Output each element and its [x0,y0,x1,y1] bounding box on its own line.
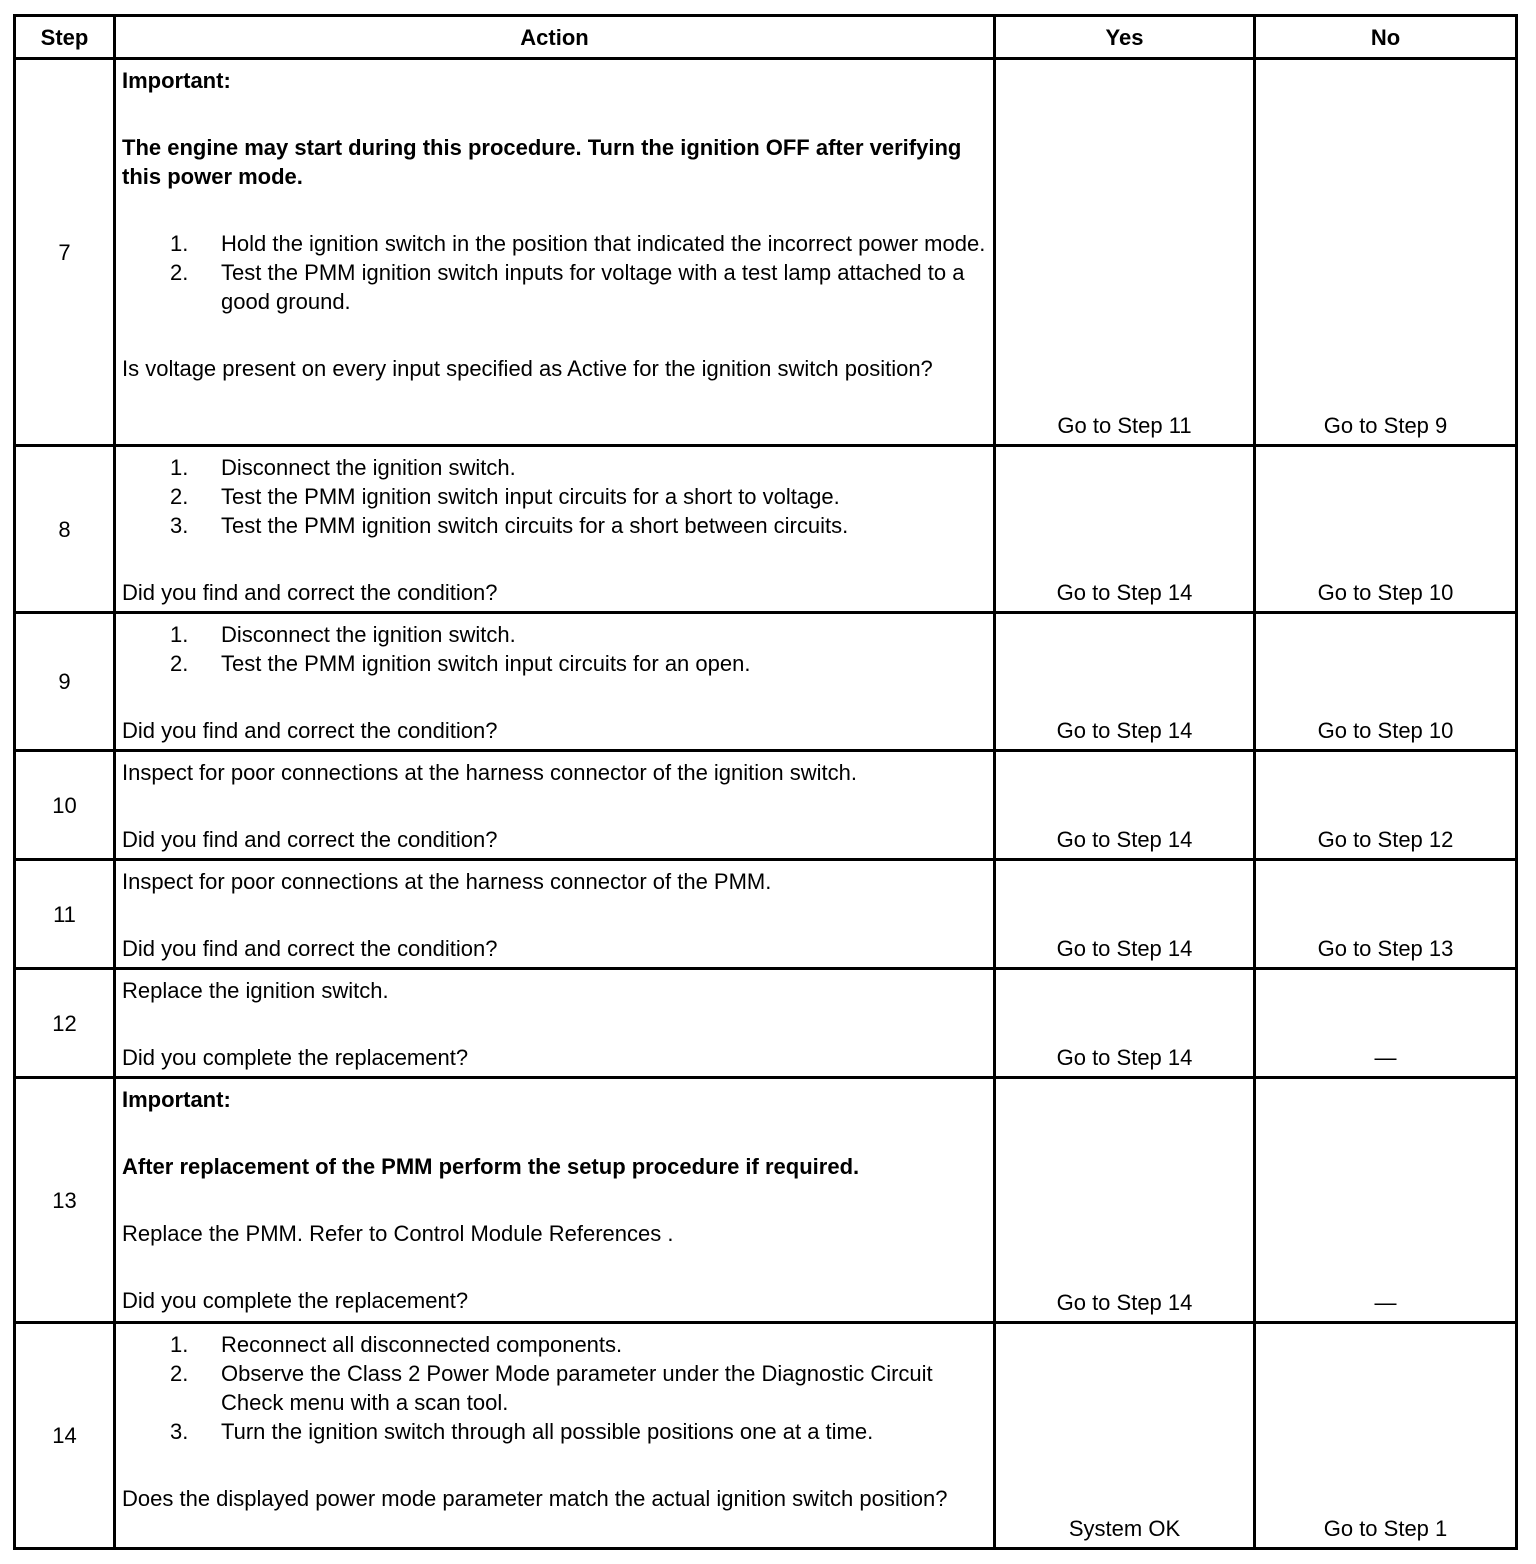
table-row [15,1078,1517,1323]
list-item [122,258,987,316]
action-text: Did you find and correct the condition? [122,718,498,743]
action-cell [115,1323,995,1549]
step-number: 12 [15,969,115,1078]
list-text: Observe the Class 2 Power Mode parameter under the Diagnostic Circuit Check menu with a scan tool. [221,1361,933,1415]
list-number: 1. [170,455,189,480]
list-number: 3. [170,1419,189,1444]
list-text: Test the PMM ignition switch inputs for voltage with a test lamp attached to a good ground. [221,260,965,314]
action-text: Inspect for poor connections at the harness connector of the PMM. [122,869,772,894]
header-row [15,16,1517,59]
list-item [122,1330,987,1359]
step-number: 8 [15,446,115,613]
list-number: 2. [170,260,189,285]
action-text: Did you complete the replacement? [122,1288,469,1313]
action-text: Is voltage present on every input specified as Active for the ignition switch position? [122,356,933,381]
table-row [15,59,1517,446]
no-result: — [1255,969,1517,1078]
diagnostic-table [13,14,1518,1550]
list-number: 2. [170,1361,189,1386]
list-item [122,1417,987,1446]
list-item [122,482,987,511]
important-note: After replacement of the PMM perform the setup procedure if required. [122,1154,860,1179]
list-item [122,1359,987,1417]
list-text: Turn the ignition switch through all possible positions one at a time. [221,1419,874,1444]
list-text: Test the PMM ignition switch input circuits for an open. [221,651,751,676]
no-result: Go to Step 10 [1255,446,1517,613]
no-result: Go to Step 1 [1255,1323,1517,1549]
action-text: Inspect for poor connections at the harness connector of the ignition switch. [122,760,857,785]
list-item [122,453,987,482]
action-cell [115,59,995,446]
yes-result: Go to Step 14 [995,446,1255,613]
list-number: 1. [170,231,189,256]
list-item [122,649,987,678]
list-text: Hold the ignition switch in the position that indicated the incorrect power mode. [221,231,986,256]
action-list [122,229,987,316]
no-result: Go to Step 10 [1255,613,1517,751]
action-list [122,453,987,540]
action-cell [115,860,995,969]
yes-result: Go to Step 14 [995,1078,1255,1323]
important-note: Important: [122,68,231,93]
action-text: Does the displayed power mode parameter match the actual ignition switch position? [122,1486,948,1511]
list-number: 3. [170,513,189,538]
yes-result: Go to Step 14 [995,613,1255,751]
action-list [122,620,987,678]
step-number: 11 [15,860,115,969]
list-text: Test the PMM ignition switch input circuits for a short to voltage. [221,484,840,509]
yes-result: System OK [995,1323,1255,1549]
list-item [122,229,987,258]
no-result: Go to Step 13 [1255,860,1517,969]
step-number: 7 [15,59,115,446]
table-row [15,613,1517,751]
header-yes: Yes [995,16,1255,59]
header-no: No [1255,16,1517,59]
action-text: Did you find and correct the condition? [122,580,498,605]
list-text: Disconnect the ignition switch. [221,455,516,480]
list-number: 2. [170,651,189,676]
action-cell [115,446,995,613]
action-text: Did you find and correct the condition? [122,936,498,961]
yes-result: Go to Step 11 [995,59,1255,446]
list-number: 1. [170,1332,189,1357]
no-result: — [1255,1078,1517,1323]
action-text: Replace the PMM. Refer to Control Module References . [122,1221,674,1246]
action-cell [115,751,995,860]
list-text: Disconnect the ignition switch. [221,622,516,647]
list-text: Reconnect all disconnected components. [221,1332,623,1357]
header-step: Step [15,16,115,59]
table-row [15,1323,1517,1549]
important-note: Important: [122,1087,231,1112]
step-number: 9 [15,613,115,751]
list-number: 2. [170,484,189,509]
action-cell [115,1078,995,1323]
table-row [15,751,1517,860]
list-text: Test the PMM ignition switch circuits for a short between circuits. [221,513,849,538]
list-item [122,620,987,649]
list-item [122,511,987,540]
step-number: 14 [15,1323,115,1549]
action-text: Did you find and correct the condition? [122,827,498,852]
header-action: Action [115,16,995,59]
yes-result: Go to Step 14 [995,751,1255,860]
table-row [15,446,1517,613]
table-row [15,860,1517,969]
action-text: Did you complete the replacement? [122,1045,469,1070]
yes-result: Go to Step 14 [995,969,1255,1078]
step-number: 13 [15,1078,115,1323]
important-note: The engine may start during this procedure. Turn the ignition OFF after verifying this power mode. [122,135,962,189]
step-number: 10 [15,751,115,860]
table-row [15,969,1517,1078]
action-cell [115,969,995,1078]
action-list [122,1330,987,1446]
no-result: Go to Step 9 [1255,59,1517,446]
action-cell [115,613,995,751]
action-text: Replace the ignition switch. [122,978,389,1003]
yes-result: Go to Step 14 [995,860,1255,969]
list-number: 1. [170,622,189,647]
no-result: Go to Step 12 [1255,751,1517,860]
